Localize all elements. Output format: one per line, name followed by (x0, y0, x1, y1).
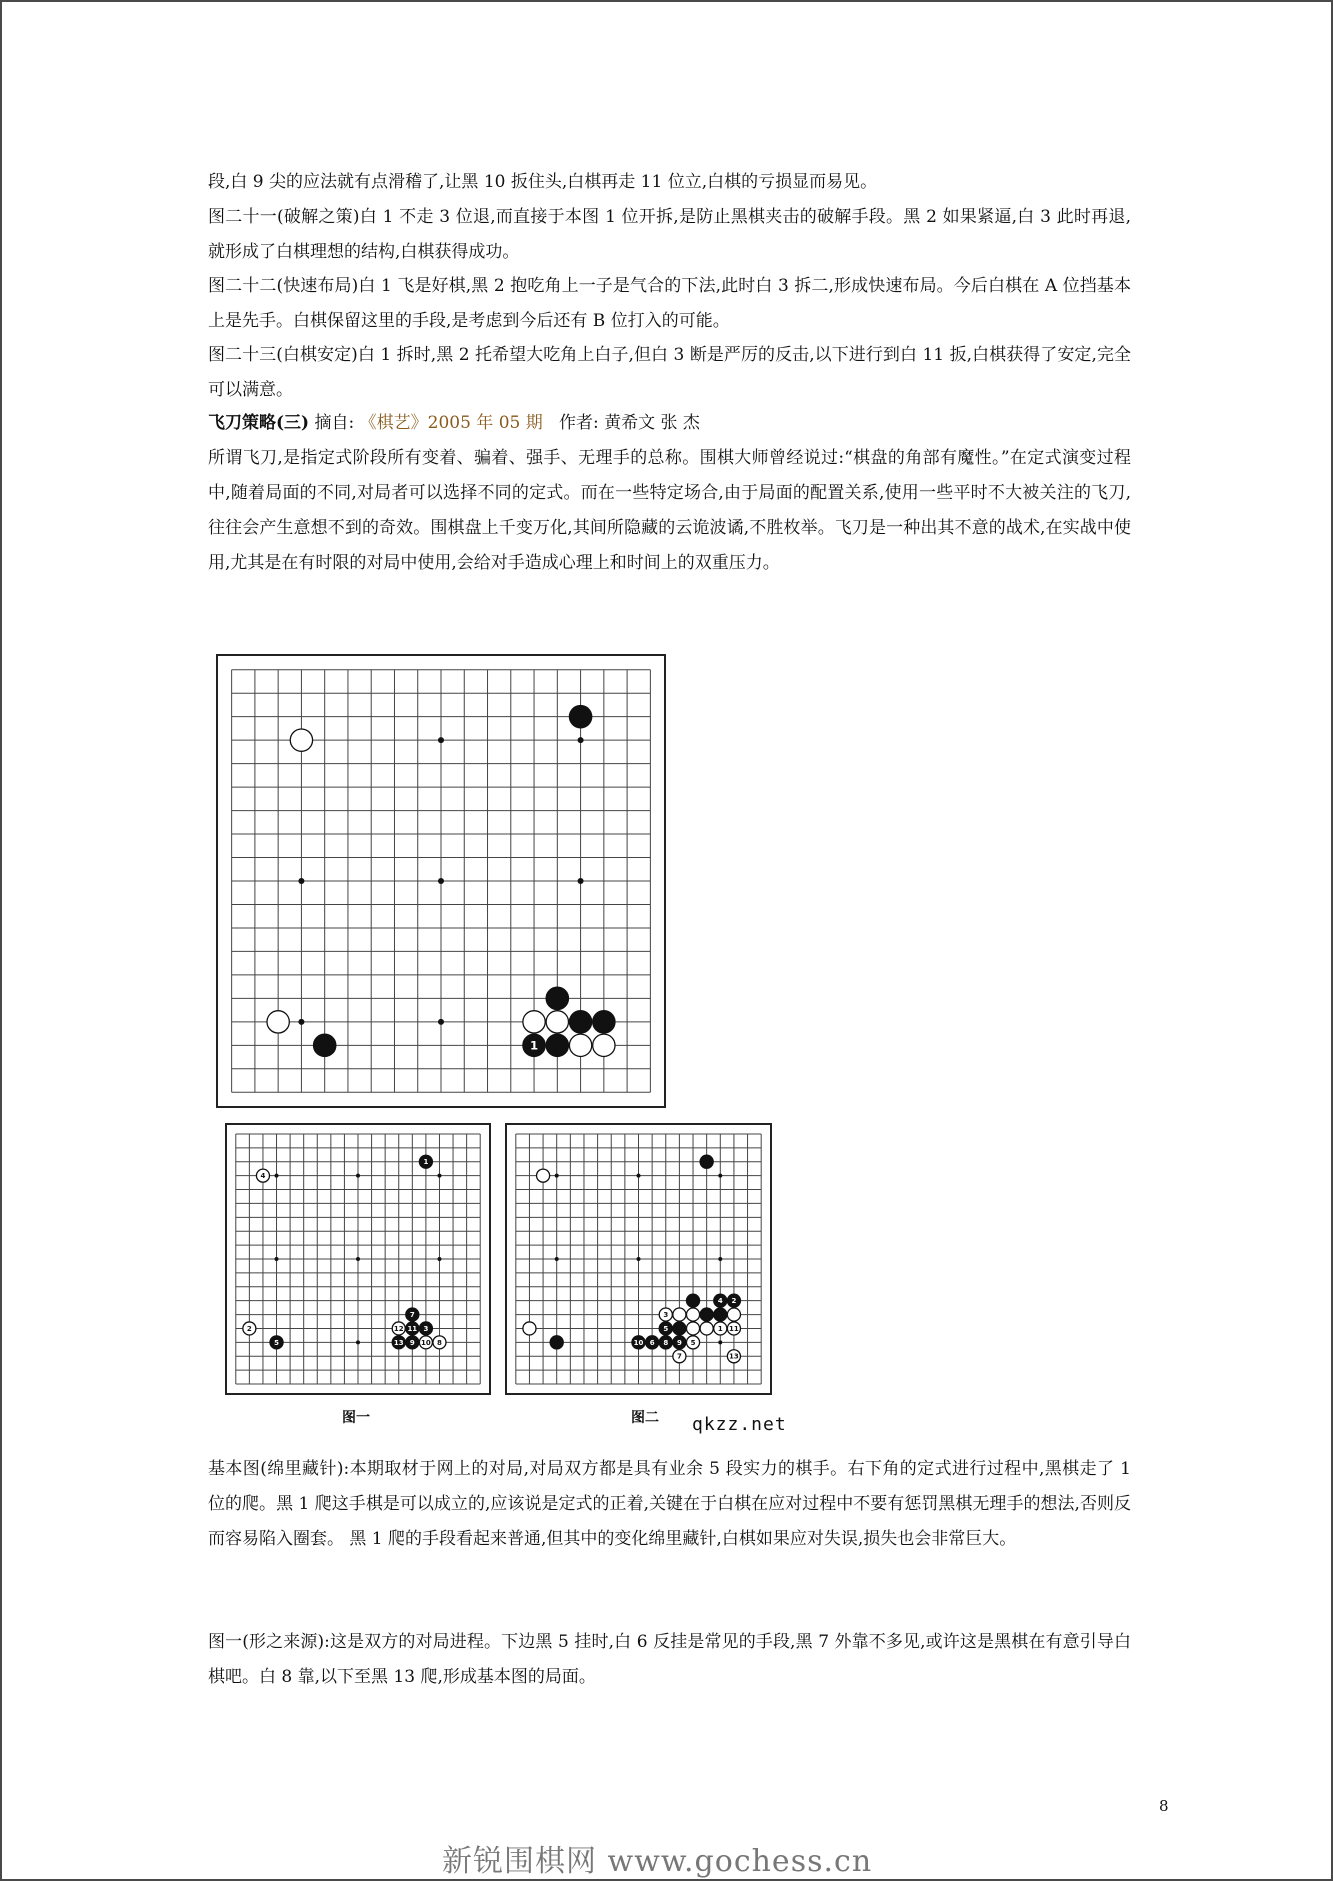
white-stone (290, 729, 312, 751)
white-stone (673, 1308, 686, 1321)
star-point (637, 1257, 641, 1261)
article-authors: 黄希文 张 杰 (604, 413, 700, 433)
stone-number: 10 (421, 1338, 431, 1347)
figure-1-label: 图一 (342, 1410, 370, 1426)
white-stone (700, 1322, 713, 1335)
stone-number: 2 (731, 1297, 737, 1306)
black-stone (673, 1322, 686, 1335)
stone-number: 9 (409, 1338, 415, 1347)
paragraph-figure-23: 图二十三(白棋安定)白 1 拆时,黑 2 托希望大吃角上白子,但白 3 断是严厉的反击,以下进行到白 11 扳,白棋获得了安定,完全可以满意。 (208, 345, 1131, 400)
stone-number: 1 (423, 1158, 429, 1167)
paragraph-figure-21: 图二十一(破解之策)白 1 不走 3 位退,而直接于本图 1 位开拆,是防止黑棋夹击的破解手段。黑 2 如果紧逼,白 3 此时再退,就形成了白棋理想的结构,白棋获得成功。 (208, 207, 1131, 262)
star-point (437, 1257, 441, 1261)
go-board-figure-2 (505, 1123, 772, 1395)
article-heading (208, 406, 700, 441)
footer-brand: 新锐围棋网 www.gochess.cn (442, 1844, 873, 1879)
stone-number: 3 (423, 1324, 429, 1333)
star-point (438, 878, 444, 884)
black-stone (686, 1294, 699, 1307)
white-stone (727, 1308, 740, 1321)
black-stone (593, 1011, 615, 1033)
star-point (356, 1257, 360, 1261)
go-board-figure-1 (225, 1123, 491, 1395)
stone-number: 9 (676, 1338, 682, 1347)
black-stone (700, 1155, 713, 1168)
stone-number: 4 (260, 1172, 266, 1181)
star-point (298, 1019, 304, 1025)
star-point (275, 1174, 279, 1178)
black-stone (314, 1034, 336, 1056)
star-point (275, 1257, 279, 1261)
paragraph-intro: 所谓飞刀,是指定式阶段所有变着、骗着、强手、无理手的总称。围棋大师曾经说过:“棋盘的角部有魔性。”在定式演变过程中,随着局面的不同,对局者可以选择不同的定式。而在一些特定场合,由于局面的配置关系,使用一些平时不大被关注的飞刀,往往会产生意想不到的奇效。围棋盘上千变万化,其间所隐藏的云诡波谲,不胜枚举。飞刀是一种出其不意的战术,在实战中使用,尤其是在有时限的对局中使用,会给对手造成心理上和时间上的双重压力。 (208, 448, 1131, 573)
stone-number: 11 (729, 1324, 739, 1333)
star-point (555, 1174, 559, 1178)
star-point (637, 1174, 641, 1178)
stone-number: 2 (246, 1324, 252, 1333)
black-stone (569, 706, 591, 728)
star-point (555, 1257, 559, 1261)
paragraph-basic-diagram: 基本图(绵里藏针):本期取材于网上的对局,对局双方都是具有业余 5 段实力的棋手。右下角的定式进行过程中,黑棋走了 1 位的爬。黑 1 爬这手棋是可以成立的,应该说是定式的正着,关键在于白棋在应对过程中不要有惩罚黑棋无理手的想法,否则反而容易陷入圈套。 黑 1 爬的手段看起来普通,但其中的变化绵里藏针,白棋如果应对失误,损失也会非常巨大。 (208, 1459, 1131, 1549)
stone-number: 11 (407, 1324, 418, 1333)
white-stone (537, 1169, 550, 1182)
black-stone (714, 1308, 727, 1321)
star-point (718, 1174, 722, 1178)
stone-number: 13 (393, 1338, 404, 1347)
star-point (438, 737, 444, 743)
star-point (578, 878, 584, 884)
stone-number: 13 (729, 1352, 739, 1361)
author-label: 作者: (558, 413, 599, 433)
stone-number: 3 (663, 1311, 669, 1320)
page-number: 8 (1159, 1797, 1169, 1815)
document-page (2, 2, 1331, 1879)
from-label: 摘自: (314, 413, 355, 433)
white-stone (686, 1308, 699, 1321)
star-point (437, 1174, 441, 1178)
star-point (356, 1174, 360, 1178)
white-stone (593, 1034, 615, 1056)
stone-number: 12 (393, 1324, 404, 1333)
black-stone (550, 1336, 563, 1349)
paragraph-figure-22: 图二十二(快速布局)白 1 飞是好棋,黑 2 抱吃角上一子是气合的下法,此时白 3 拆二,形成快速布局。今后白棋在 A 位挡基本上是先手。白棋保留这里的手段,是考虑到今后还有 B 位打入的可能。 (208, 276, 1131, 331)
star-point (356, 1340, 360, 1344)
stone-number: 1 (529, 1038, 539, 1053)
stone-number: 8 (663, 1338, 669, 1347)
watermark-text: qkzz.net (692, 1414, 787, 1435)
white-stone (523, 1322, 536, 1335)
black-stone (546, 1034, 568, 1056)
stone-number: 10 (633, 1338, 644, 1347)
article-source: 《棋艺》2005 年 05 期 (359, 413, 543, 433)
paragraph-1: 段,白 9 尖的应法就有点滑稽了,让黑 10 扳住头,白棋再走 11 位立,白棋的亏损显而易见。 (208, 172, 878, 192)
white-stone (569, 1034, 591, 1056)
stone-number: 4 (717, 1297, 723, 1306)
star-point (718, 1340, 722, 1344)
stone-number: 7 (409, 1311, 415, 1320)
go-board-basic-diagram (216, 654, 666, 1108)
white-stone (523, 1011, 545, 1033)
white-stone (686, 1322, 699, 1335)
black-stone (546, 987, 568, 1009)
white-stone (546, 1011, 568, 1033)
stone-number: 6 (649, 1338, 655, 1347)
stone-number: 5 (690, 1338, 696, 1347)
black-stone (700, 1308, 713, 1321)
stone-number: 8 (437, 1338, 442, 1347)
star-point (578, 737, 584, 743)
star-point (298, 878, 304, 884)
stone-number: 1 (717, 1324, 723, 1333)
figure-2-label: 图二 (631, 1410, 659, 1426)
stone-number: 7 (676, 1352, 682, 1361)
black-stone (569, 1011, 591, 1033)
star-point (438, 1019, 444, 1025)
paragraph-figure-1: 图一(形之来源):这是双方的对局进程。下边黑 5 挂时,白 6 反挂是常见的手段,黑 7 外靠不多见,或许这是黑棋在有意引导白棋吧。白 8 靠,以下至黑 13 爬,形成基本图的局面。 (208, 1632, 1131, 1687)
white-stone (267, 1011, 289, 1033)
star-point (718, 1257, 722, 1261)
stone-number: 5 (274, 1338, 279, 1347)
stone-number: 5 (663, 1324, 669, 1333)
article-title: 飞刀策略(三) (208, 413, 310, 433)
